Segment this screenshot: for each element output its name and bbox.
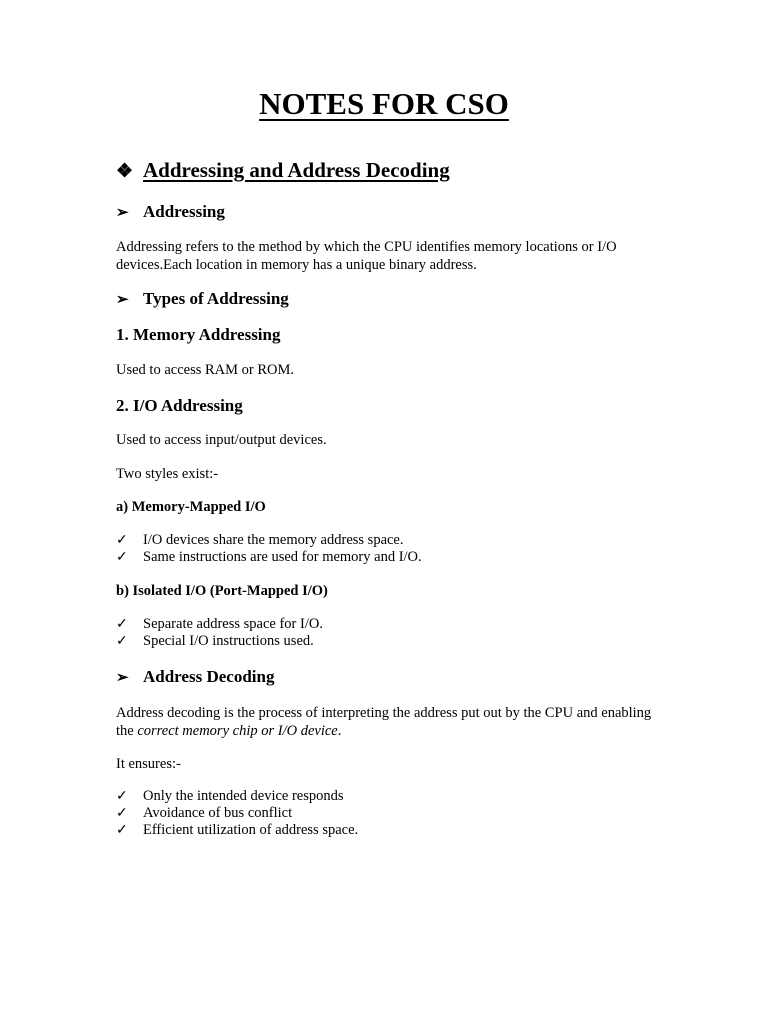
- isolated-io-heading: b) Isolated I/O (Port-Mapped I/O): [116, 583, 328, 599]
- page-title: NOTES FOR CSO: [259, 86, 509, 121]
- addressing-heading: [116, 202, 225, 222]
- io-addressing-text: Used to access input/output devices.: [116, 432, 327, 448]
- arrow-bullet-icon: ➢: [116, 670, 129, 686]
- memory-mapped-heading: a) Memory-Mapped I/O: [116, 499, 266, 515]
- memory-addressing-text: Used to access RAM or ROM.: [116, 362, 295, 378]
- types-heading: [116, 289, 289, 309]
- ensures-intro: It ensures:-: [116, 756, 181, 772]
- emphasis-text: correct memory chip or I/O device: [137, 723, 338, 739]
- list-item: ✓ I/O devices share the memory address space.: [116, 532, 404, 548]
- checkmark-icon: ✓: [116, 634, 128, 649]
- io-addressing-heading: 2. I/O Addressing: [116, 396, 243, 415]
- addressing-heading-text: Addressing: [143, 202, 225, 221]
- address-decoding-heading: [116, 667, 274, 687]
- checkmark-icon: ✓: [116, 550, 128, 565]
- list-item: ✓ Efficient utilization of address space.: [116, 822, 359, 838]
- diamond-bullet-icon: ❖: [116, 161, 134, 182]
- section-heading-text: Addressing and Address Decoding: [143, 158, 450, 182]
- arrow-bullet-icon: ➢: [116, 292, 129, 308]
- checkmark-icon: ✓: [116, 789, 128, 804]
- list-item: ✓ Special I/O instructions used.: [116, 633, 314, 649]
- styles-intro: Two styles exist:-: [116, 466, 219, 482]
- address-decoding-heading-text: Address Decoding: [143, 667, 275, 686]
- checkmark-icon: ✓: [116, 823, 128, 838]
- list-item: ✓ Avoidance of bus conflict: [116, 805, 293, 821]
- list-item: ✓ Separate address space for I/O.: [116, 616, 323, 632]
- section-heading: [116, 158, 450, 183]
- checkmark-icon: ✓: [116, 617, 128, 632]
- list-item: ✓ Same instructions are used for memory and I/O.: [116, 549, 422, 565]
- isolated-io-list: [116, 616, 323, 650]
- memory-mapped-list: [116, 532, 422, 566]
- list-item: ✓ Only the intended device responds: [116, 788, 344, 804]
- checkmark-icon: ✓: [116, 806, 128, 821]
- addressing-paragraph: Addressing refers to the method by which the CPU identifies memory locations or I/O devices.Each location in memory has a unique binary address.: [116, 239, 617, 273]
- checkmark-icon: ✓: [116, 533, 128, 548]
- address-decoding-paragraph: Address decoding is the process of interpreting the address put out by the CPU and enabling the correct memory chip or I/O device.: [116, 705, 652, 739]
- arrow-bullet-icon: ➢: [116, 205, 129, 221]
- types-heading-text: Types of Addressing: [143, 289, 289, 308]
- memory-addressing-heading: 1. Memory Addressing: [116, 325, 281, 344]
- ensures-list: [116, 788, 358, 839]
